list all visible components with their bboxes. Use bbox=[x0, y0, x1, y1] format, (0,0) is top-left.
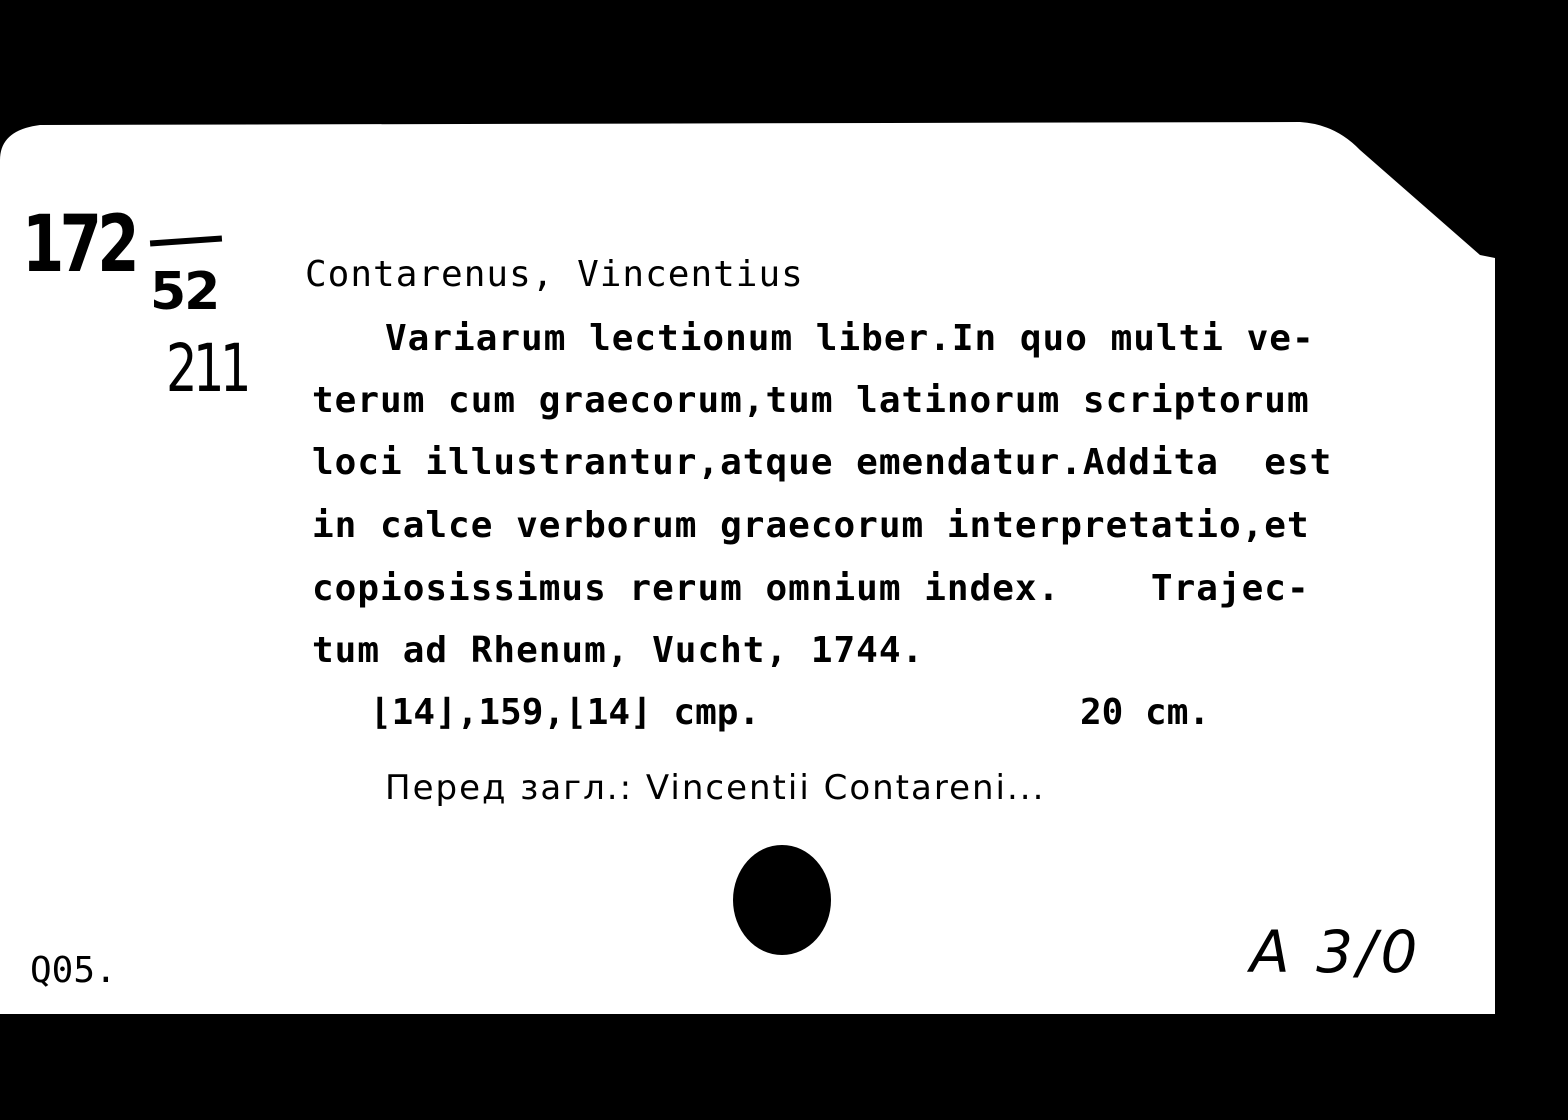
handwritten-note: Перед загл.: Vincentii Contareni... bbox=[385, 768, 1046, 808]
title-line-3: loci illustrantur,atque emendatur.Addita est bbox=[312, 442, 1333, 483]
title-line-1: Variarum lectionum liber.In quo multi ve- bbox=[385, 318, 1315, 359]
shelfmark-subnumber: 211 bbox=[166, 330, 247, 407]
shelfmark-denominator: 52 bbox=[150, 262, 219, 322]
size: 20 cm. bbox=[1080, 692, 1211, 733]
punch-hole bbox=[733, 845, 831, 955]
author-heading: Contarenus, Vincentius bbox=[305, 254, 804, 295]
title-line-5: copiosissimus rerum omnium index. Trajec- bbox=[312, 568, 1310, 609]
bottom-code: Q05. bbox=[30, 950, 117, 990]
title-line-6: tum ad Rhenum, Vucht, 1744. bbox=[312, 630, 925, 671]
title-line-4: in calce verborum graecorum interpretatio,et bbox=[312, 505, 1310, 546]
collation: ⌊14⌋,159,⌊14⌋ cmp. bbox=[370, 692, 761, 733]
shelfmark-number: 172 bbox=[22, 200, 135, 290]
corner-mark: A 3/0 bbox=[1250, 918, 1422, 986]
title-line-2: terum cum graecorum,tum latinorum scriptorum bbox=[312, 380, 1310, 421]
